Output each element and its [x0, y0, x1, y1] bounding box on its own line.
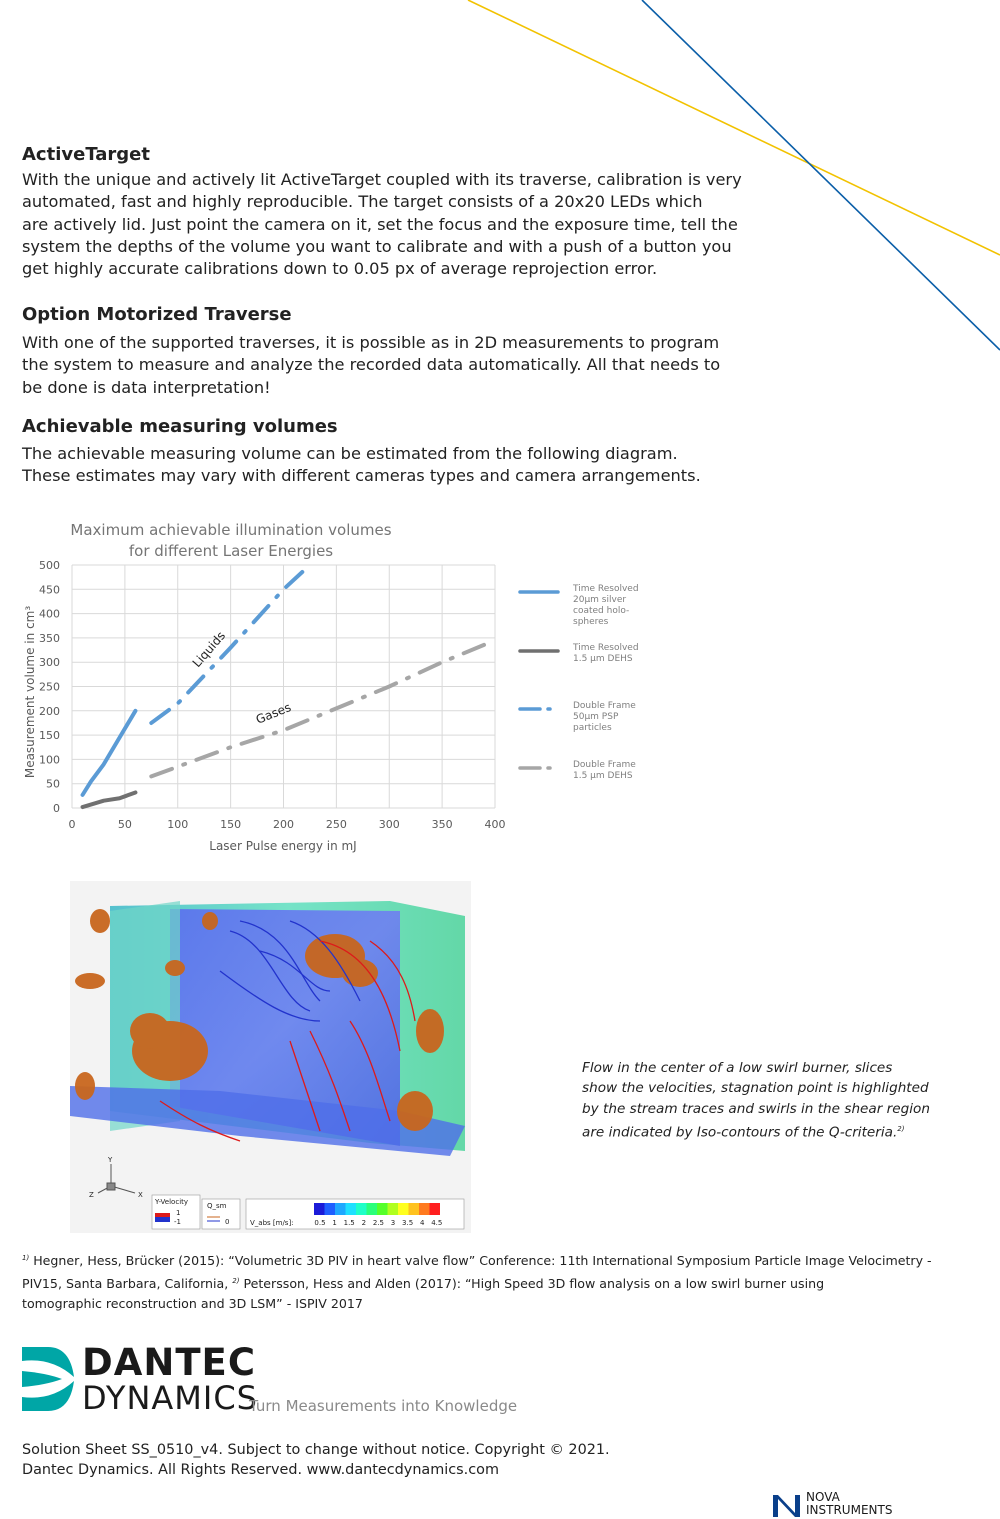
- liquids-annotation: Liquids: [189, 628, 229, 670]
- x-tick-label: 200: [273, 818, 294, 831]
- flow-render: [70, 881, 471, 1233]
- axis-x-label: X: [138, 1191, 143, 1199]
- y-tick-label: 300: [39, 656, 60, 670]
- colorbar-swatch: [367, 1203, 378, 1215]
- y-tick-label: 500: [39, 559, 60, 572]
- yvel-neg-swatch: [155, 1217, 170, 1222]
- x-tick-label: 100: [167, 818, 189, 831]
- colorbar-label: V_abs [m/s]:: [250, 1219, 294, 1227]
- colorbar-swatch: [419, 1203, 430, 1215]
- q-legend-title: Q_sm: [207, 1202, 227, 1210]
- colorbar-tick-label: 1: [332, 1219, 337, 1227]
- colorbar-swatch: [377, 1203, 388, 1215]
- q-legend-value: 0: [225, 1218, 230, 1226]
- chart-grid: [72, 565, 495, 808]
- legend-label-1: Time Resolved: [573, 584, 639, 594]
- nova-logo-text: NOVA INSTRUMENTS: [806, 1490, 893, 1517]
- yvel-legend-title: Y-Velocity: [155, 1198, 189, 1206]
- logo-name-line1: DANTEC: [82, 1341, 256, 1384]
- footnotes: $^{1)}$ Hegner, Hess, Brücker (2015): “Volumetric 3D PIV in heart valve flow” Conference: 11th International Symposium Particle Image Velocimetry - PIV15, Santa Barbara, California, $^{2)}$ Petersson, Hess and Alden (2017): “High Speed 3D flow analysis on a low swirl burner using tomographic reconstruction and 3D LSM” - ISPIV 2017: [22, 1253, 932, 1312]
- legend-label-2: Time Resolved: [573, 643, 639, 653]
- active-target-paragraph: With the unique and actively lit ActiveTarget coupled with its traverse, calibration is very automated, fast and highly reproducible. The target consists of a 20x20 LEDs which are actively lid. Just point the camera on it, set the focus and the exposure time, tell the system the depths of the volume you want to calibrate and with a push of a button you get highly accurate calibrations down to 0.05 px of average reprojection error.: [22, 170, 742, 279]
- axis-triad: [98, 1164, 135, 1193]
- colorbar-swatch: [388, 1203, 399, 1215]
- chart-subtitle: for different Laser Energies: [128, 542, 334, 560]
- colorbar-swatch: [398, 1203, 409, 1215]
- x-tick-label: 350: [431, 818, 453, 831]
- dantec-logo-icon: [22, 1347, 78, 1411]
- y-tick-label: 100: [39, 753, 60, 767]
- colorbar-swatch: [346, 1203, 357, 1215]
- colorbar-swatch: [409, 1203, 420, 1215]
- nova-logo-icon: [773, 1493, 803, 1519]
- y-tick-label: 0: [53, 802, 60, 815]
- y-tick-label: 250: [39, 680, 60, 694]
- axis-z-label: Z: [89, 1191, 94, 1199]
- x-tick-label: 0: [68, 818, 76, 831]
- y-tick-label: 400: [39, 607, 60, 621]
- colorbar-swatch: [314, 1203, 325, 1215]
- colorbar-tick-label: 4: [419, 1219, 425, 1227]
- figure-caption: Flow in the center of a low swirl burner, slices show the velocities, stagnation point is highlighted by the stream traces and swirls in the shear region are indicated by Iso-contours of the Q-criteria.$^{2)}$: [582, 1060, 930, 1141]
- x-tick-label: 300: [378, 818, 400, 831]
- chart-legend: [520, 584, 639, 781]
- colorbar-tick-label: 2: [361, 1219, 367, 1227]
- x-tick-label: 250: [325, 818, 347, 831]
- gases-annotation: Gases: [253, 700, 294, 727]
- y-tick-label: 200: [39, 704, 60, 718]
- colorbar-tick-label: 1.5: [343, 1219, 355, 1227]
- volumes-heading: Achievable measuring volumes: [22, 416, 338, 437]
- legend-label-1: coated holo-: [573, 606, 630, 616]
- traverse-heading: Option Motorized Traverse: [22, 304, 292, 325]
- legend-label-1: spheres: [573, 617, 609, 627]
- y-tick-label: 350: [39, 631, 60, 645]
- legend-label-1: 20µm silver: [573, 595, 627, 605]
- legend-label-3: 50µm PSP: [573, 712, 619, 722]
- colorbar: [314, 1203, 442, 1227]
- colorbar-tick-label: 4.5: [431, 1219, 443, 1227]
- logo-tagline: Turn Measurements into Knowledge: [249, 1397, 518, 1415]
- y-tick-label: 50: [46, 777, 60, 791]
- traverse-paragraph: With one of the supported traverses, it is possible as in 2D measurements to program the system to measure and analyze the recorded data automatically. All that needs to be done is data interpretation!: [22, 333, 721, 397]
- colorbar-tick-label: 0.5: [314, 1219, 326, 1227]
- series-line-1: [83, 711, 136, 795]
- colorbar-swatch: [335, 1203, 346, 1215]
- y-tick-label: 150: [39, 729, 60, 743]
- x-tick-label: 400: [484, 818, 506, 831]
- active-target-heading: ActiveTarget: [22, 144, 150, 165]
- colorbar-swatch: [430, 1203, 441, 1215]
- colorbar-tick-label: 3.5: [402, 1219, 414, 1227]
- legend-label-3: particles: [573, 723, 612, 733]
- footer-text: Solution Sheet SS_0510_v4. Subject to change without notice. Copyright © 2021. Dantec Dynamics. All Rights Reserved. www.dantecdynamics.com: [22, 1442, 610, 1478]
- axis-y-label: Y: [108, 1156, 113, 1164]
- colorbar-swatch: [325, 1203, 336, 1215]
- yvel-neg-value: -1: [174, 1218, 181, 1226]
- legend-label-3: Double Frame: [573, 701, 636, 711]
- chart-x-label: Laser Pulse energy in mJ: [209, 839, 357, 853]
- colorbar-tick-label: 3: [390, 1219, 396, 1227]
- legend-label-4: 1.5 µm DEHS: [573, 771, 633, 781]
- yvel-pos-swatch: [155, 1213, 170, 1217]
- series-line-2: [83, 792, 136, 807]
- yvel-pos-value: 1: [176, 1209, 181, 1217]
- flow-visualization: [70, 881, 471, 1233]
- x-tick-label: 150: [220, 818, 242, 831]
- colorbar-swatch: [356, 1203, 367, 1215]
- logo-name-line2: DYNAMICS: [82, 1379, 258, 1417]
- volumes-paragraph: The achievable measuring volume can be estimated from the following diagram. These estimates may vary with different cameras types and camera arrangements.: [22, 444, 701, 486]
- colorbar-tick-label: 2.5: [372, 1219, 384, 1227]
- volume-chart: [0, 510, 660, 860]
- chart-y-label: Measurement volume in cm³: [23, 605, 37, 779]
- chart-title: Maximum achievable illumination volumes: [70, 521, 392, 539]
- y-tick-label: 450: [39, 583, 60, 597]
- legend-label-2: 1.5 µm DEHS: [573, 654, 633, 664]
- legend-label-4: Double Frame: [573, 760, 636, 770]
- chart-ticks: [39, 559, 506, 831]
- x-tick-label: 50: [117, 818, 132, 831]
